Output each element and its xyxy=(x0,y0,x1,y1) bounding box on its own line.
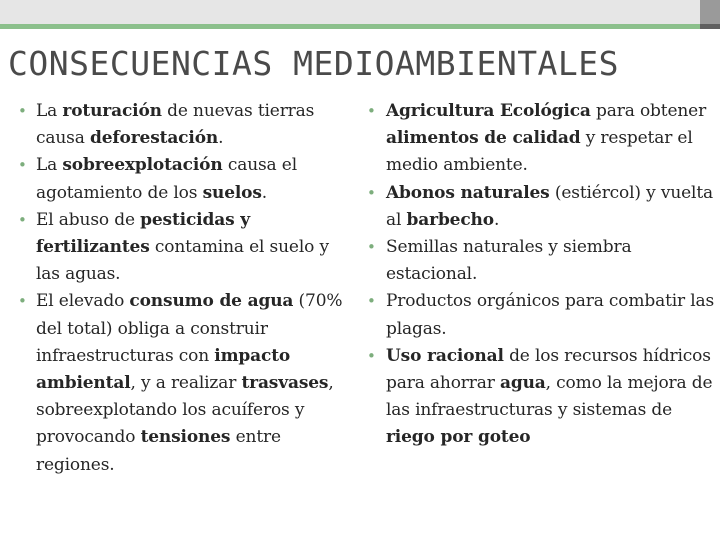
bold-text: alimentos de calidad xyxy=(386,128,581,149)
top-decorative-band xyxy=(0,0,700,24)
bullet-item xyxy=(16,207,346,289)
text: , y a realizar xyxy=(130,373,242,394)
bullet-item xyxy=(365,98,715,180)
bullet-icon: • xyxy=(18,156,27,175)
text: (estiércol) y vuelta al xyxy=(386,182,713,230)
bullet-icon: • xyxy=(367,102,376,120)
bold-text: deforestación xyxy=(89,128,219,149)
text: , como la mejora de las infraestructuras y sistemas de xyxy=(386,373,713,421)
bullet-item xyxy=(16,98,346,152)
text: . xyxy=(261,182,268,203)
bullet-icon: • xyxy=(18,210,27,229)
bold-text: Abonos naturales xyxy=(386,182,550,203)
bullet-icon: • xyxy=(18,292,27,311)
bold-text: roturación xyxy=(62,101,162,121)
text: entre regiones. xyxy=(36,427,281,475)
bold-text: tensiones xyxy=(140,427,231,448)
text: Semillas naturales y siembra estacional. xyxy=(386,237,632,285)
bullet-icon: • xyxy=(18,102,27,120)
bullet-item xyxy=(365,343,715,452)
text: Productos orgánicos para combatir las plagas. xyxy=(386,291,715,339)
text: de los recursos hídricos para ahorrar xyxy=(386,345,711,394)
bold-text: impacto ambiental xyxy=(36,345,291,394)
text: de nuevas tierras causa xyxy=(36,101,315,149)
bold-text: barbecho xyxy=(406,209,494,230)
text: . xyxy=(493,209,500,230)
text: y respetar el medio ambiente. xyxy=(386,128,693,176)
slide-title: CONSECUENCIAS MEDIOAMBIENTALES xyxy=(8,44,620,83)
text: causa el agotamiento de los xyxy=(36,155,297,203)
text: El abuso de xyxy=(36,209,141,230)
left-bullet-list xyxy=(16,98,346,479)
text: La xyxy=(36,155,63,176)
bold-text: suelos xyxy=(202,182,262,203)
text: para obtener xyxy=(590,101,707,121)
bullet-icon: • xyxy=(367,183,376,202)
top-decorative-band-corner xyxy=(700,0,720,24)
bold-text: agua xyxy=(499,373,546,394)
bold-text: Agricultura Ecológica xyxy=(386,101,591,121)
bullet-icon: • xyxy=(367,292,376,311)
bullet-icon: • xyxy=(367,238,376,257)
bold-text: sobreexplotación xyxy=(62,155,223,176)
bold-text: pesticidas y fertilizantes xyxy=(36,209,251,258)
bullet-item xyxy=(365,288,715,342)
bold-text: riego por goteo xyxy=(386,427,531,448)
bullet-item xyxy=(365,234,715,288)
text: La xyxy=(36,101,63,121)
accent-line xyxy=(0,24,700,29)
right-bullet-list xyxy=(365,98,715,452)
text: (70% del total) obliga a construir infraestructuras con xyxy=(36,291,343,366)
text: El elevado xyxy=(36,291,130,312)
bullet-item xyxy=(16,288,346,478)
text: . xyxy=(218,128,224,149)
bold-text: trasvases xyxy=(241,373,329,394)
accent-line-corner xyxy=(700,24,720,29)
bullet-icon: • xyxy=(367,346,376,365)
text: contamina el suelo y las aguas. xyxy=(36,237,329,285)
bold-text: Uso racional xyxy=(386,345,504,366)
bullet-item xyxy=(16,152,346,206)
text: , sobreexplotando los acuíferos y provocando xyxy=(36,373,334,448)
bold-text: consumo de agua xyxy=(129,291,294,312)
bullet-item xyxy=(365,180,715,234)
